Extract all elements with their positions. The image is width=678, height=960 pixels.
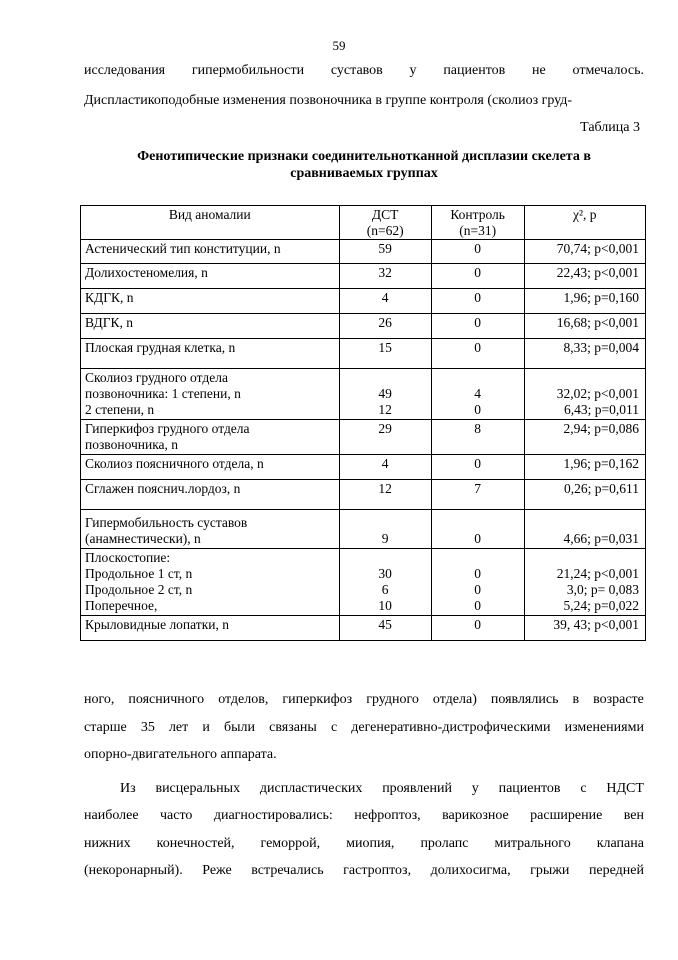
paragraph-line bbox=[84, 63, 644, 79]
word: суставов bbox=[330, 63, 383, 78]
table-row bbox=[81, 289, 646, 314]
table-row bbox=[81, 339, 646, 369]
cell-name: Плоская грудная клетка, n bbox=[81, 339, 340, 369]
paragraph-line: опорно-двигательного аппарата. bbox=[84, 747, 277, 762]
cell-chi: 16,68; p<0,001 bbox=[524, 314, 645, 339]
cell-dst: 32 bbox=[339, 264, 431, 289]
table-label: Таблица 3 bbox=[580, 120, 640, 135]
table-row-hypermobility bbox=[81, 510, 646, 549]
cell-ctrl: 7 bbox=[431, 480, 524, 510]
cell-name: ВДГК, n bbox=[81, 314, 340, 339]
cell-name: Сколиоз грудного отдела позвоночника: 1 степени, n 2 степени, n bbox=[81, 369, 340, 420]
word: у bbox=[409, 63, 417, 78]
cell-ctrl: 0 0 0 bbox=[431, 549, 524, 616]
cell-ctrl: 4 0 bbox=[431, 369, 524, 420]
cell-ctrl: 0 bbox=[431, 289, 524, 314]
table-caption-line: сравниваемых группах bbox=[290, 166, 438, 181]
cell-name: Гипермобильность суставов (анамнестически), n bbox=[81, 510, 340, 549]
cell-ctrl: 8 bbox=[431, 420, 524, 455]
table-caption bbox=[84, 148, 644, 182]
cell-ctrl: 0 bbox=[431, 510, 524, 549]
header-chi: χ², p bbox=[524, 206, 645, 240]
cell-chi: 21,24; p<0,001 3,0; p= 0,083 5,24; p=0,022 bbox=[524, 549, 645, 616]
cell-ctrl: 0 bbox=[431, 455, 524, 480]
cell-dst: 26 bbox=[339, 314, 431, 339]
cell-ctrl: 0 bbox=[431, 240, 524, 264]
cell-chi: 32,02; p<0,001 6,43; p=0,011 bbox=[524, 369, 645, 420]
paragraph-line: старше 35 лет и были связаны с дегенеративно-дистрофическими изменениями bbox=[84, 719, 644, 735]
header-control: Контроль (n=31) bbox=[431, 206, 524, 240]
cell-chi: 1,96; p=0,162 bbox=[524, 455, 645, 480]
cell-name: Плоскостопие: Продольное 1 ст, n Продольное 2 ст, n Поперечное, bbox=[81, 549, 340, 616]
table-row-kyphosis bbox=[81, 420, 646, 455]
cell-chi: 8,33; p=0,004 bbox=[524, 339, 645, 369]
cell-chi: 0,26; p=0,611 bbox=[524, 480, 645, 510]
cell-dst: 4 bbox=[339, 289, 431, 314]
header-dst: ДСТ (n=62) bbox=[339, 206, 431, 240]
cell-name: Долихостеномелия, n bbox=[81, 264, 340, 289]
paragraph-line: Из висцеральных диспластических проявлений у пациентов с НДСТ bbox=[120, 780, 644, 796]
cell-name: КДГК, n bbox=[81, 289, 340, 314]
paragraph-line: (некоронарный). Реже встречались гастроптоз, долихосигма, грыжи передней bbox=[84, 863, 644, 878]
table-row-scoliosis bbox=[81, 369, 646, 420]
cell-name: Крыловидные лопатки, n bbox=[81, 616, 340, 641]
paragraph-line: наиболее часто диагностировались: нефроптоз, варикозное расширение вен bbox=[84, 808, 644, 823]
table-row bbox=[81, 264, 646, 289]
paragraph-line: ного, поясничного отделов, гиперкифоз грудного отдела) появлялись в возрасте bbox=[84, 692, 644, 707]
paragraph-line: нижних конечностей, геморрой, миопия, пролапс митрального клапана bbox=[84, 835, 644, 851]
word: отмечалось. bbox=[572, 63, 644, 78]
paragraph-line: Диспластикоподобные изменения позвоночника в группе контроля (сколиоз груд- bbox=[84, 93, 573, 108]
cell-ctrl: 0 bbox=[431, 314, 524, 339]
table-header-row bbox=[81, 206, 646, 240]
table-row bbox=[81, 616, 646, 641]
page-number: 59 bbox=[332, 38, 346, 53]
cell-ctrl: 0 bbox=[431, 616, 524, 641]
word: пациентов bbox=[443, 63, 506, 78]
cell-dst: 4 bbox=[339, 455, 431, 480]
table-caption-line: Фенотипические признаки соединительнотканной дисплазии скелета в bbox=[137, 149, 591, 164]
cell-chi: 2,94; p=0,086 bbox=[524, 420, 645, 455]
cell-name: Гиперкифоз грудного отдела позвоночника, n bbox=[81, 420, 340, 455]
data-table bbox=[80, 205, 646, 641]
cell-name: Сглажен пояснич.лордоз, n bbox=[81, 480, 340, 510]
cell-dst: 29 bbox=[339, 420, 431, 455]
cell-chi: 1,96; p=0,160 bbox=[524, 289, 645, 314]
cell-dst: 30 6 10 bbox=[339, 549, 431, 616]
table-row bbox=[81, 480, 646, 510]
cell-dst: 45 bbox=[339, 616, 431, 641]
cell-dst: 12 bbox=[339, 480, 431, 510]
cell-chi: 4,66; p=0,031 bbox=[524, 510, 645, 549]
table-row bbox=[81, 314, 646, 339]
cell-chi: 39, 43; p<0,001 bbox=[524, 616, 645, 641]
cell-ctrl: 0 bbox=[431, 264, 524, 289]
word: исследования bbox=[84, 63, 166, 78]
cell-chi: 22,43; p<0,001 bbox=[524, 264, 645, 289]
header-anomaly: Вид аномалии bbox=[81, 206, 340, 240]
cell-ctrl: 0 bbox=[431, 339, 524, 369]
cell-dst: 9 bbox=[339, 510, 431, 549]
cell-name: Астенический тип конституции, n bbox=[81, 240, 340, 264]
cell-dst: 49 12 bbox=[339, 369, 431, 420]
cell-name: Сколиоз поясничного отдела, n bbox=[81, 455, 340, 480]
word: не bbox=[532, 63, 546, 78]
body-text bbox=[84, 686, 644, 885]
table-row-flatfoot bbox=[81, 549, 646, 616]
table-row bbox=[81, 240, 646, 264]
cell-chi: 70,74; p<0,001 bbox=[524, 240, 645, 264]
cell-dst: 15 bbox=[339, 339, 431, 369]
table-row bbox=[81, 455, 646, 480]
word: гипермобильности bbox=[191, 63, 305, 78]
cell-dst: 59 bbox=[339, 240, 431, 264]
